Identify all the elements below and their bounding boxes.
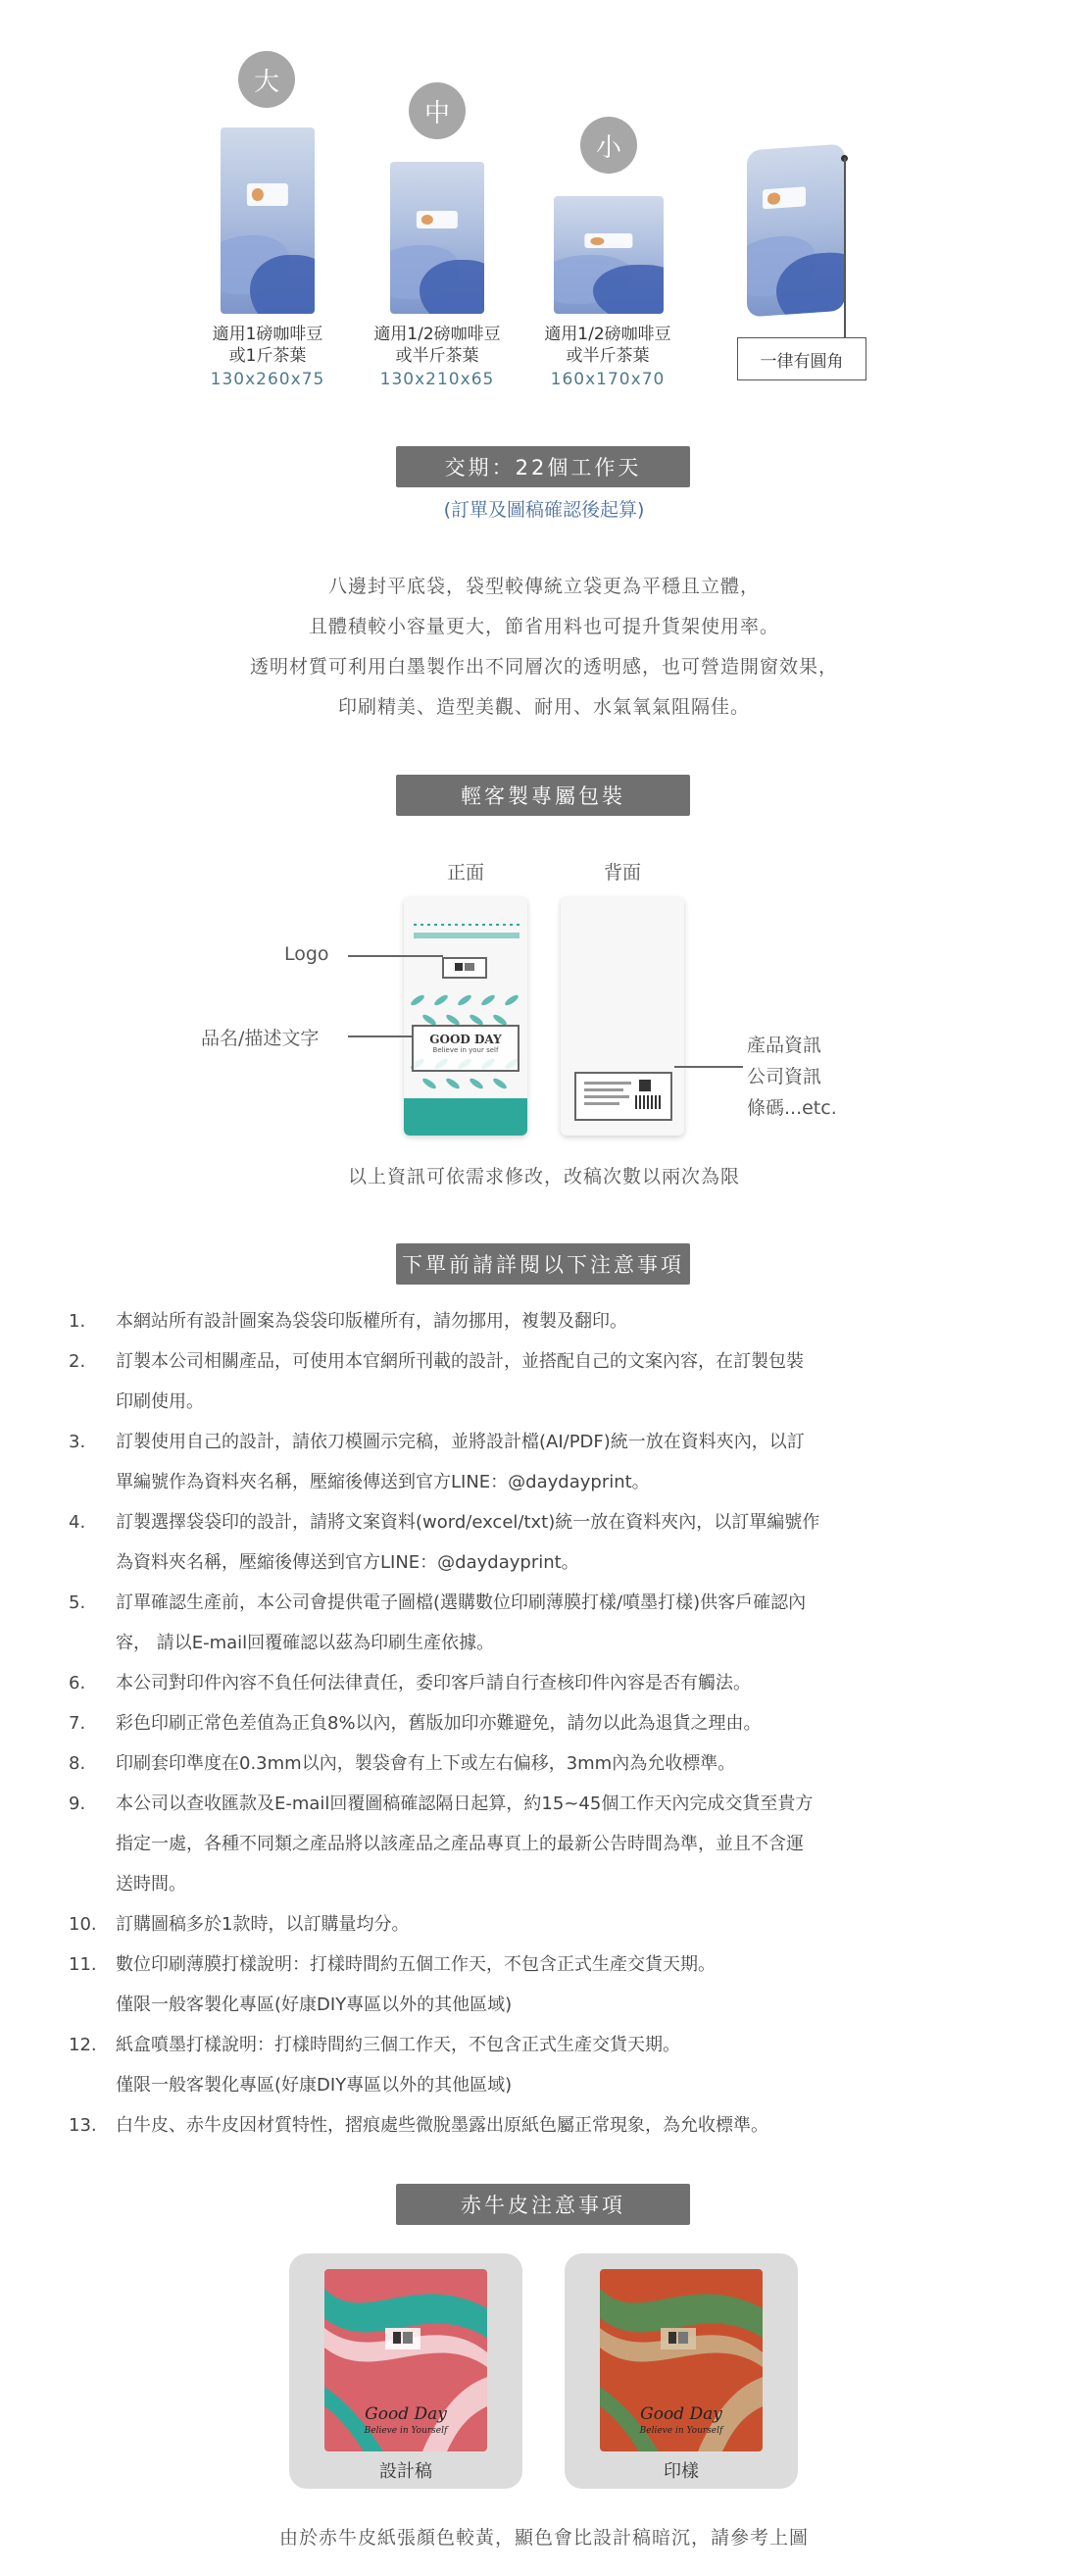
design-proof-caption: 設計稿 (379, 2461, 432, 2482)
notice-item-13: 13. 白牛皮、赤牛皮因材質特性，摺痕處些微脫墨露出原紙色屬正常現象，為允收標準。 (69, 2115, 768, 2136)
notice-item-2: 2. 訂製本公司相關產品，可使用本官網所刊載的設計，並搭配自己的文案內容，在訂製包裝 印刷使用。 (69, 1351, 804, 1412)
size-small-line2: 或半斤茶葉 (566, 346, 650, 366)
print-sample-caption: 印樣 (664, 2461, 699, 2482)
size-badge-small: 小 (580, 117, 637, 174)
bag-tagline-text: Believe in your self (432, 1046, 499, 1054)
notice-item-7: 7. 彩色印刷正常色差值為正負8%以內，舊版加印亦難避免，請勿以此為退貨之理由。 (69, 1713, 762, 1734)
notice-item-11: 11. 數位印刷薄膜打樣說明：打樣時間約五個工作天，不包含正式生產交貨天期。 僅限一般客製化專區(好康DIY專區以外的其他區域) (69, 1954, 716, 2015)
description-line-1: 八邊封平底袋，袋型較傳統立袋更為平穩且立體， (327, 576, 760, 597)
notice-item-8: 8. 印刷套印準度在0.3mm以內，製袋會有上下或左右偏移，3mm內為允收標準。 (69, 1753, 736, 1774)
notice-item-4: 4. 訂製選擇袋袋印的設計，請將文案資料(word/excel/txt)統一放在資料夾內，以訂單編號作 為資料夾名稱，壓縮後傳送到官方LINE：@daydayprint。 (69, 1512, 820, 1573)
name-callout-label: 品名/描述文字 (201, 1028, 320, 1049)
notice-item-9: 9. 本公司以查收匯款及E-mail回覆圖稿確認隔日起算，約15~45個工作天內完成交貨至貴方 指定一處，各種不同類之產品將以該產品之產品專頁上的最新公告時間為準，並且不含運 送時間。 (69, 1793, 814, 1894)
design-brand-text: Good Day (365, 2404, 447, 2424)
info-leader-line (674, 1066, 743, 1068)
kraft-title: 赤牛皮注意事項 (396, 2184, 690, 2225)
name-leader-line (348, 1035, 412, 1037)
description-line-2: 且體積較小容量更大，節省用料也可提升貨架使用率。 (308, 616, 779, 637)
notice-item-3: 3. 訂製使用自己的設計，請依刀模圖示完稿，並將設計檔(AI/PDF)統一放在資料夾內，以訂 單編號作為資料夾名稱，壓縮後傳送到官方LINE：@daydayprint。 (69, 1432, 805, 1492)
size-medium-line1: 適用1/2磅咖啡豆 (373, 325, 501, 344)
info-callout-labels (747, 1030, 865, 1124)
design-tagline-text: Believe in Yourself (364, 2426, 448, 2436)
bag-brand-text: GOOD DAY (429, 1033, 502, 1046)
size-large-line1: 適用1磅咖啡豆 (212, 325, 323, 344)
product-name-box (412, 1025, 519, 1072)
back-view-label: 背面 (603, 862, 641, 884)
size-medium-line2: 或半斤茶葉 (395, 346, 479, 366)
info-callout-product: 產品資訊 (747, 1035, 822, 1056)
notice-item-5: 5. 訂單確認生產前，本公司會提供電子圖檔(選購數位印刷薄膜打樣/噴墨打樣)供客戶確認內 容， 請以E-mail回覆確認以茲為印刷生產依據。 (69, 1592, 807, 1653)
info-box (574, 1072, 672, 1121)
print-sample-frame (565, 2253, 798, 2489)
corner-leader-line (844, 158, 846, 339)
bag-medium-image (390, 162, 484, 314)
size-badge-medium: 中 (409, 82, 466, 139)
size-large-dim: 130x260x75 (210, 370, 325, 389)
design-proof-image (324, 2269, 487, 2451)
size-small-dim: 160x170x70 (550, 370, 666, 389)
description-line-3: 透明材質可利用白墨製作出不同層次的透明感，也可營造開窗效果， (249, 656, 838, 678)
front-bag-mockup (404, 897, 527, 1136)
notice-item-10: 10. 訂購圖稿多於1款時，以訂購量均分。 (69, 1914, 410, 1935)
notice-item-12: 12. 紙盒噴墨打樣說明：打樣時間約三個工作天，不包含正式生產交貨天期。 僅限一般客製化專區(好康DIY專區以外的其他區域) (69, 2035, 680, 2096)
design-proof-art (324, 2269, 487, 2451)
description-line-4: 印刷精美、造型美觀、耐用、水氣氧氣阻隔佳。 (337, 696, 750, 718)
notice-item-1: 1. 本網站所有設計圖案為袋袋印版權所有，請勿挪用，複製及翻印。 (69, 1311, 627, 1332)
delivery-title: 交期：22個工作天 (396, 446, 690, 487)
bag-large-image (221, 127, 315, 314)
custom-pack-title: 輕客製專屬包裝 (396, 775, 690, 816)
notice-item-6: 6. 本公司對印件內容不負任何法律責任，委印客戶請自行查核印件內容是否有觸法。 (69, 1673, 751, 1693)
round-corner-label: 一律有圓角 (737, 337, 866, 380)
bag-small-image (554, 196, 664, 314)
logo-callout-label: Logo (284, 943, 329, 965)
back-bag-mockup (561, 897, 684, 1136)
delivery-subtitle: (訂單及圖稿確認後起算) (443, 499, 645, 521)
kraft-note: 由於赤牛皮紙張顏色較黃，顯色會比設計稿暗沉，請參考上圖 (278, 2527, 809, 2549)
front-bag-art (404, 897, 527, 1136)
size-small-line1: 適用1/2磅咖啡豆 (544, 325, 671, 344)
bag-side-image (747, 144, 845, 318)
size-large-line2: 或1斤茶葉 (228, 346, 307, 366)
info-callout-barcode: 條碼...etc. (747, 1097, 837, 1119)
print-brand-text: Good Day (640, 2404, 722, 2424)
front-view-label: 正面 (446, 862, 484, 884)
design-proof-frame (289, 2253, 522, 2489)
info-callout-company: 公司資訊 (747, 1066, 822, 1087)
custom-pack-note: 以上資訊可依需求修改，改稿次數以兩次為限 (347, 1166, 740, 1187)
notice-title: 下單前請詳閱以下注意事項 (396, 1243, 690, 1285)
size-medium-dim: 130x210x65 (379, 370, 495, 389)
print-sample-image (600, 2269, 763, 2451)
print-tagline-text: Believe in Yourself (639, 2426, 723, 2436)
logo-leader-line (348, 955, 443, 957)
size-badge-large: 大 (238, 51, 295, 108)
print-sample-art (600, 2269, 763, 2451)
